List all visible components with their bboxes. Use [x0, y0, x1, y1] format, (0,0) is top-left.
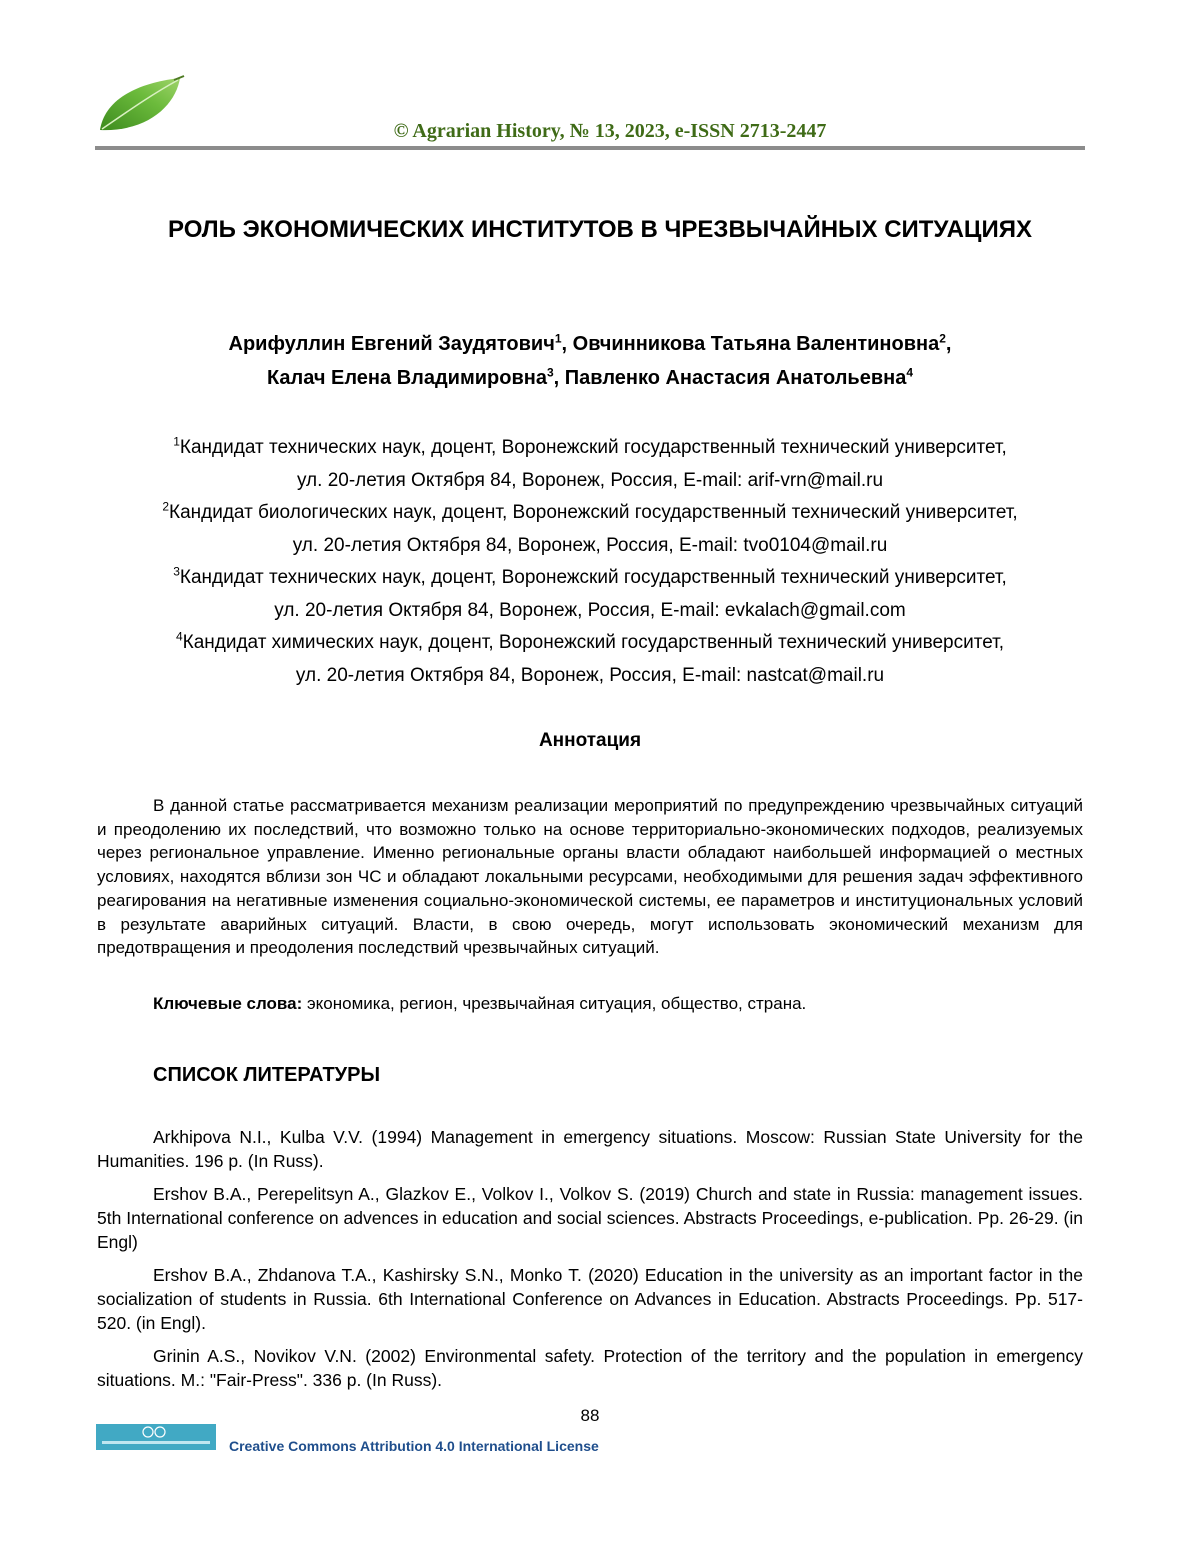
- affiliation-text: Кандидат технических наук, доцент, Воронежский государственный технический университет,: [179, 437, 1007, 458]
- affiliation-mark: 2: [162, 499, 169, 514]
- keywords-label: Ключевые слова:: [153, 994, 303, 1013]
- references-heading: СПИСОК ЛИТЕРАТУРЫ: [153, 1064, 381, 1086]
- author-mark: 1: [554, 331, 562, 346]
- affiliation-line: [95, 497, 1085, 530]
- affiliation-mark: 4: [175, 629, 183, 644]
- affiliation-line: [95, 562, 1085, 595]
- keywords-text: экономика, регион, чрезвычайная ситуация, общество, страна.: [302, 994, 807, 1013]
- cc-by-badge-icon[interactable]: [96, 1424, 216, 1450]
- abstract-heading: Аннотация: [538, 730, 642, 751]
- journal-header: © Agrarian History, № 13, 2023, e-ISSN 2713-2447: [393, 120, 827, 142]
- affiliation-address: ул. 20-летия Октября 84, Воронеж, Россия, E-mail: evkalach@gmail.com: [274, 599, 906, 621]
- affiliation-address: ул. 20-летия Октября 84, Воронеж, Россия, E-mail: tvo0104@mail.ru: [292, 534, 888, 556]
- authors: Арифуллин Евгений Заудятович$^1$, Овчинникова Татьяна Валентиновна$^2$, Калач Елена Владимировна$^3$, Павленко Анастасия Анатольевна$^4$: [228, 331, 952, 389]
- author-name: Павленко Анастасия Анатольевна: [564, 367, 907, 389]
- reference-item: Arkhipova N.I., Kulba V.V. (1994) Management in emergency situations. Moscow: Russian State University for the Humanities. 196 p. (In Russ).: [97, 1127, 1083, 1171]
- author-mark: 4: [906, 365, 914, 380]
- affiliation-address: ул. 20-летия Октября 84, Воронеж, Россия, E-mail: arif-vrn@mail.ru: [296, 469, 884, 491]
- abstract-text: В данной статье рассматривается механизм реализации мероприятий по предупреждению чрезвычайных ситуаций и преодолению их последствий, что возможно только на основе территориально-экономических подходов, реализуемых через региональное управление. Именно региональные органы власти обладают наибольшей информацией о местных условиях, находятся вблизи зон ЧС и обладают локальными ресурсами, необходимыми для решения задач эффективного реагирования на негативные изменения социально-экономической системы, ее параметров и институциональных условий в результате аварийных ситуаций. Власти, в свою очередь, могут использовать экономический механизм для предотвращения и преодоления последствий чрезвычайных ситуаций.: [97, 796, 1083, 958]
- affiliation-line: [95, 627, 1085, 660]
- affiliation-text: Кандидат технических наук, доцент, Воронежский государственный технический университет,: [179, 567, 1007, 588]
- affiliation-text: Кандидат биологических наук, доцент, Воронежский государственный технический университет,: [169, 502, 1018, 523]
- author-name: Овчинникова Татьяна Валентиновна: [572, 333, 940, 355]
- affiliations: [95, 432, 1085, 692]
- reference-item: Grinin A.S., Novikov V.N. (2002) Environmental safety. Protection of the territory and the population in emergency situations. M.: "Fair-Press". 336 p. (In Russ).: [97, 1346, 1083, 1390]
- author-name: Арифуллин Евгений Заудятович: [228, 333, 555, 355]
- keywords: [153, 992, 1083, 1016]
- reference-item: Ershov B.A., Perepelitsyn A., Glazkov E., Volkov I., Volkov S. (2019) Church and state in Russia: management issues. 5th International conference on advences in education and social sciences. Abstracts Proceedings, e-publication. Pp. 26-29. (in Engl): [97, 1184, 1083, 1252]
- leaf-icon: [94, 74, 186, 136]
- affiliation-mark: 1: [173, 434, 180, 449]
- author-mark: 3: [546, 365, 554, 380]
- affiliation-address: ул. 20-летия Октября 84, Воронеж, Россия, E-mail: nastcat@mail.ru: [295, 664, 885, 686]
- header-divider: [95, 146, 1085, 150]
- references-list: [97, 1125, 1083, 1401]
- affiliation-text: Кандидат химических наук, доцент, Воронежский государственный технический университет,: [182, 632, 1005, 653]
- author-name: Калач Елена Владимировна: [266, 367, 547, 389]
- page-number: 88: [580, 1406, 600, 1425]
- affiliation-mark: 3: [173, 564, 180, 579]
- license-link[interactable]: Creative Commons Attribution 4.0 International License: [229, 1438, 599, 1454]
- affiliation-line: [95, 432, 1085, 465]
- article-title: РОЛЬ ЭКОНОМИЧЕСКИХ ИНСТИТУТОВ В ЧРЕЗВЫЧАЙНЫХ СИТУАЦИЯХ: [168, 216, 1032, 243]
- reference-item: Ershov B.A., Zhdanova T.A., Kashirsky S.N., Monko T. (2020) Education in the university as an important factor in the socialization of students in Russia. 6th International Conference on Advances in Education. Abstracts Proceedings. Pp. 517-520. (in Engl).: [97, 1265, 1083, 1333]
- author-mark: 2: [939, 331, 946, 346]
